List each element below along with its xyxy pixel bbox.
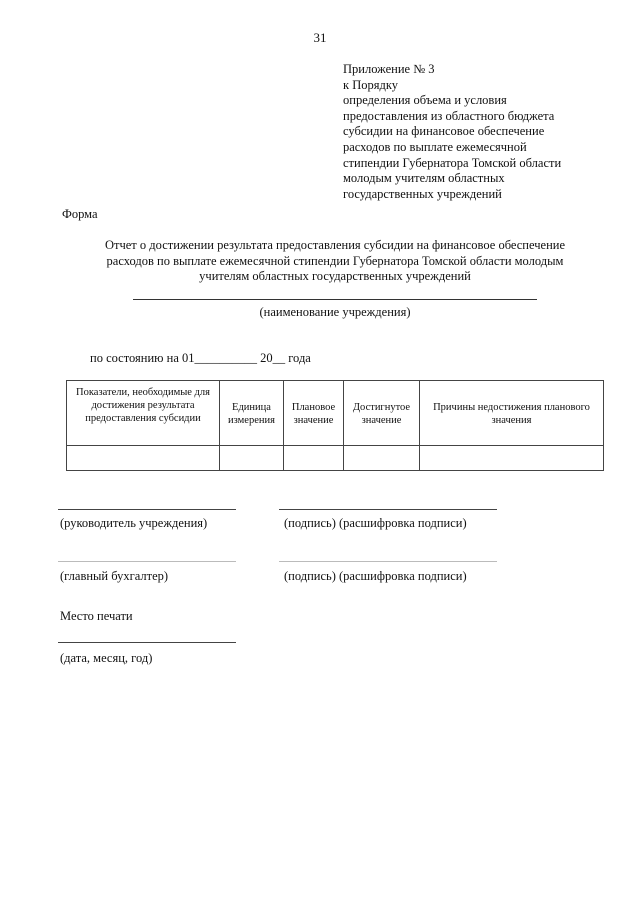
organization-name-line: [133, 299, 537, 300]
appendix-block: [343, 62, 623, 202]
appendix-line: к Порядку: [343, 77, 398, 92]
header-indicators: Показатели, необходимые для достижения результата предоставления субсидии: [67, 381, 220, 446]
report-title: [60, 238, 610, 285]
header-reasons: Причины недостижения планового значения: [420, 381, 604, 446]
organization-caption: (наименование учреждения): [259, 305, 411, 319]
appendix-line: расходов по выплате ежемесячной: [343, 139, 527, 154]
appendix-line: предоставления из областного бюджета: [343, 108, 555, 123]
head-sign-caption: (подпись) (расшифровка подписи): [284, 516, 467, 530]
status-date-line: по состоянию на 01__________ 20__ года: [90, 351, 311, 365]
table-header-row: [67, 381, 604, 446]
date-line: [58, 642, 236, 643]
accountant-sign-caption: (подпись) (расшифровка подписи): [284, 569, 467, 583]
appendix-line: молодым учителям областных: [343, 171, 505, 186]
appendix-line: Приложение № 3: [343, 62, 435, 76]
form-label: Форма: [62, 207, 98, 221]
header-unit: Единица измерения: [220, 381, 284, 446]
header-achieved: Достигнутое значение: [344, 381, 420, 446]
seal-place-label: Место печати: [60, 609, 133, 623]
head-signature-line: [58, 509, 236, 510]
appendix-line: субсидии на финансовое обеспечение: [343, 124, 545, 139]
accountant-caption: (главный бухгалтер): [60, 569, 169, 583]
title-line: расходов по выплате ежемесячной стипендии Губернатора Томской области молодым: [106, 253, 564, 268]
head-caption: (руководитель учреждения): [60, 516, 208, 530]
table-cell[interactable]: [344, 446, 420, 471]
table-cell[interactable]: [220, 446, 284, 471]
page-number: 31: [313, 30, 327, 45]
table-cell[interactable]: [420, 446, 604, 471]
title-line: учителям областных государственных учреждений: [199, 269, 471, 283]
table-cell[interactable]: [67, 446, 220, 471]
accountant-signature-line: [58, 561, 236, 562]
report-table: [66, 380, 604, 471]
title-line: Отчет о достижении результата предоставления субсидии на финансовое обеспечение: [104, 238, 565, 252]
appendix-line: государственных учреждений: [343, 186, 502, 201]
table-row: [67, 446, 604, 471]
head-sign-line: [279, 509, 497, 510]
date-caption: (дата, месяц, год): [60, 651, 153, 665]
table-cell[interactable]: [284, 446, 344, 471]
accountant-sign-line: [279, 561, 497, 562]
appendix-line: определения объема и условия: [343, 93, 507, 108]
header-planned: Плановое значение: [284, 381, 344, 446]
appendix-line: стипендии Губернатора Томской области: [343, 155, 562, 170]
